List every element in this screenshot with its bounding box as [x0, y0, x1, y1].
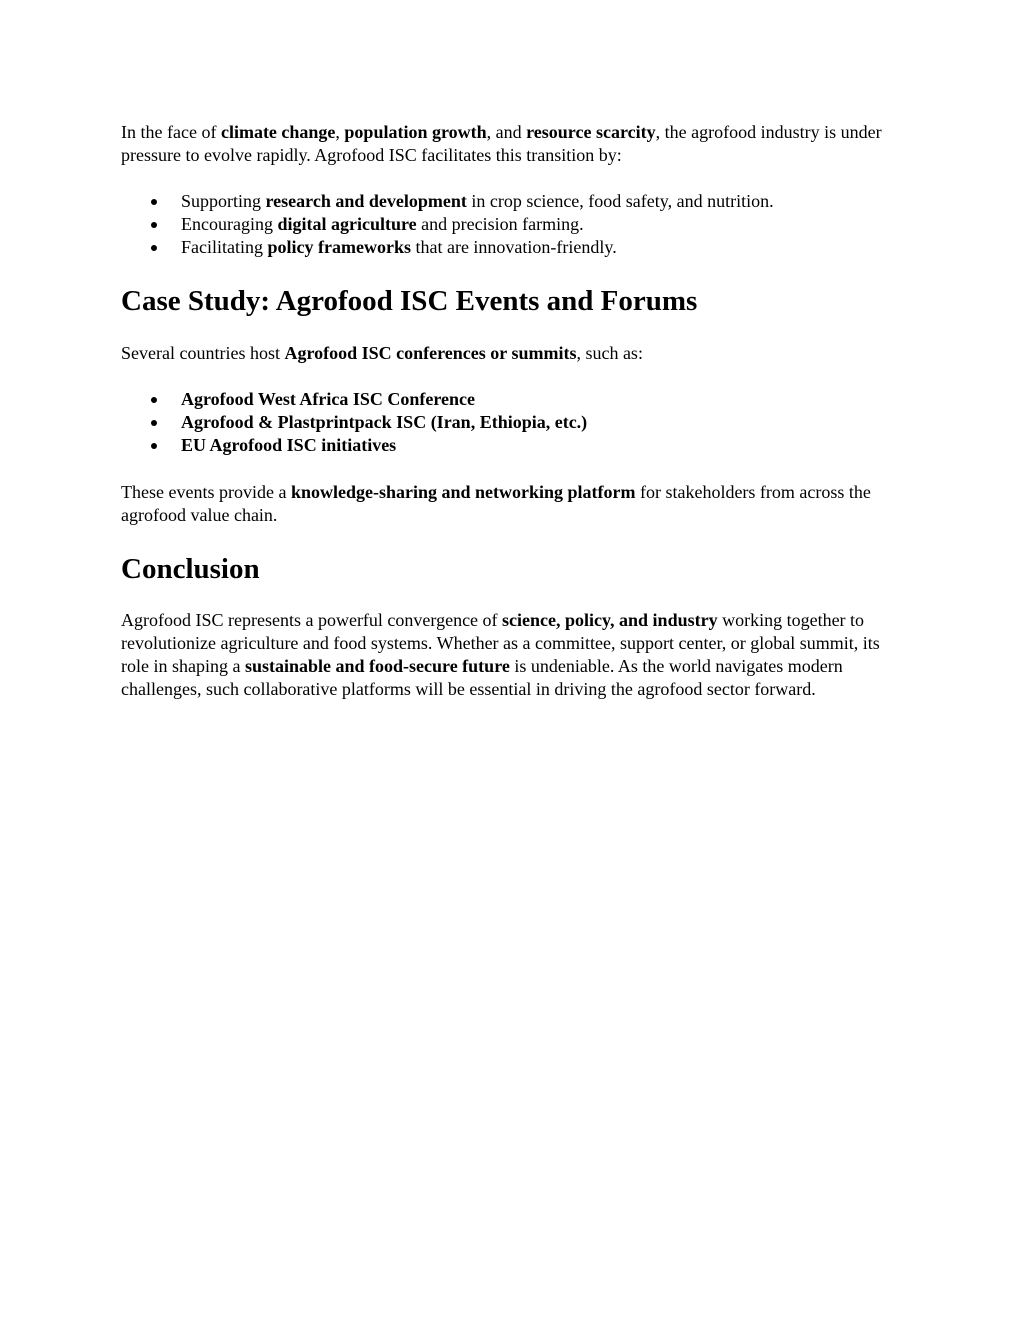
events-summary	[121, 481, 911, 527]
conclusion-paragraph	[121, 609, 911, 701]
intro-bold-resource-scarcity: resource scarcity	[526, 122, 656, 142]
events-summary-text-end: for stakeholders from across the agrofood value chain.	[121, 482, 871, 525]
conclusion-bold-2: sustainable and food-secure future	[244, 656, 510, 676]
events-list	[121, 388, 911, 457]
intro-text-2: ,	[335, 122, 345, 142]
intro-text-3: , and	[486, 122, 527, 142]
list-item	[181, 236, 911, 259]
list-item	[181, 190, 911, 213]
list-item-bold: policy frameworks	[267, 237, 411, 257]
conclusion-text-2: working together to revolutionize agriculture and food systems. Whether as a committee, support center, or global summit, its role in shaping a	[121, 610, 880, 676]
case-study-intro-bold: Agrofood ISC conferences or summits	[284, 343, 577, 363]
intro-paragraph	[121, 121, 911, 167]
intro-bold-population-growth: population growth	[344, 122, 487, 142]
conclusion-text-3: is undeniable. As the world navigates modern challenges, such collaborative platforms will be essential in driving the agrofood sector forward.	[121, 656, 843, 699]
case-study-intro-text-end: , such as:	[576, 343, 643, 363]
list-item-text: Encouraging	[181, 214, 278, 234]
event-item-label: EU Agrofood ISC initiatives	[181, 435, 397, 455]
intro-bold-climate-change: climate change	[220, 122, 336, 142]
list-item-text: Supporting	[181, 191, 266, 211]
list-item	[181, 213, 911, 236]
event-item-label: Agrofood & Plastprintpack ISC (Iran, Ethiopia, etc.)	[181, 412, 588, 432]
events-summary-bold: knowledge-sharing and networking platform	[290, 482, 636, 502]
intro-text-1: In the face of	[121, 122, 221, 142]
list-item-text: Facilitating	[181, 237, 268, 257]
case-study-heading: Case Study: Agrofood ISC Events and Forums	[121, 285, 698, 317]
event-item-label: Agrofood West Africa ISC Conference	[181, 389, 475, 409]
list-item-text: and precision farming.	[416, 214, 584, 234]
document-page	[121, 121, 911, 701]
list-item	[181, 434, 911, 457]
intro-text-4: , the agrofood industry is under pressure to evolve rapidly. Agrofood ISC facilitates this transition by:	[121, 122, 882, 165]
conclusion-text-1: Agrofood ISC represents a powerful convergence of	[121, 610, 503, 630]
transition-list	[121, 190, 911, 259]
events-summary-text: These events provide a	[121, 482, 291, 502]
list-item-text: in crop science, food safety, and nutrition.	[466, 191, 774, 211]
list-item-bold: research and development	[265, 191, 467, 211]
conclusion-bold-1: science, policy, and industry	[502, 610, 718, 630]
case-study-intro-text: Several countries host	[121, 343, 285, 363]
list-item	[181, 411, 911, 434]
list-item	[181, 388, 911, 411]
case-study-intro	[121, 342, 911, 365]
list-item-bold: digital agriculture	[277, 214, 417, 234]
conclusion-heading: Conclusion	[121, 553, 260, 585]
list-item-text: that are innovation-friendly.	[410, 237, 617, 257]
